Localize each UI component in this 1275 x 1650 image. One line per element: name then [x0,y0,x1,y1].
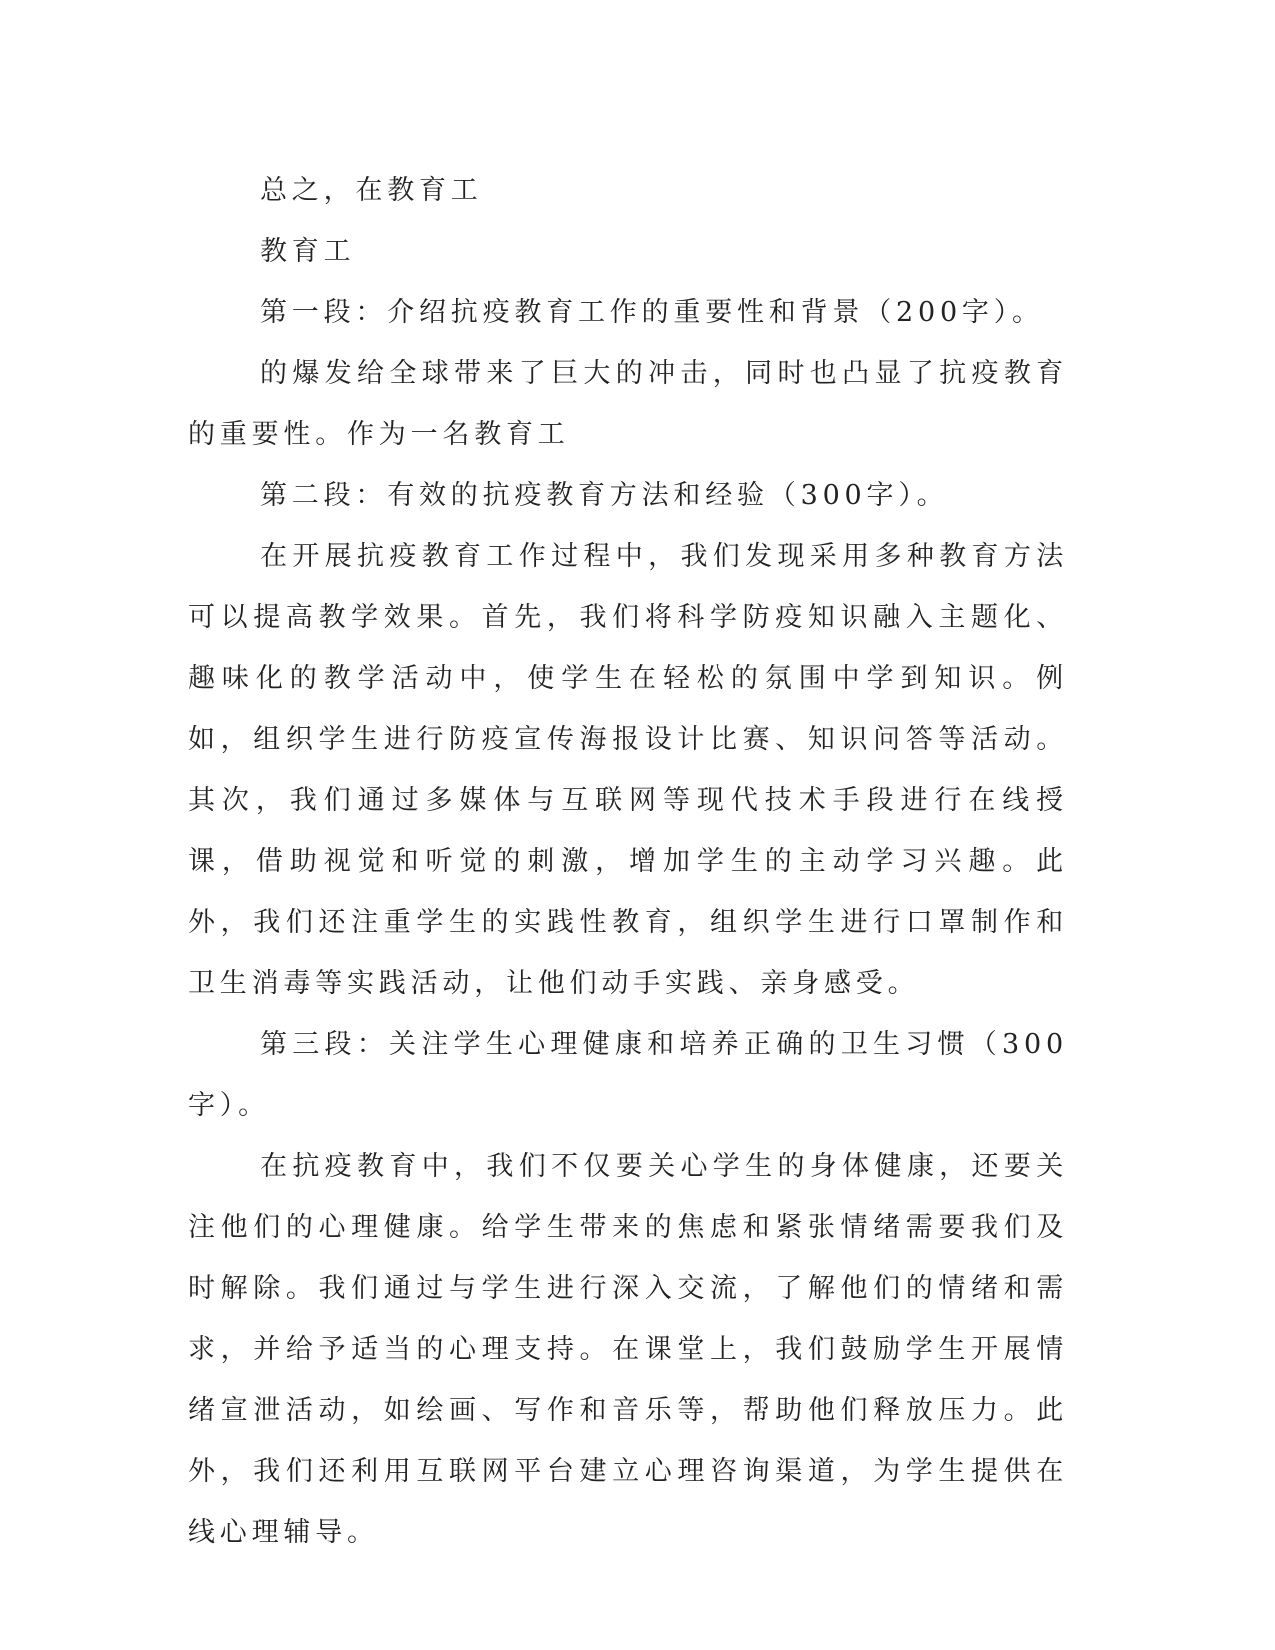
section-1-body: 的爆发给全球带来了巨大的冲击，同时也凸显了抗疫教育的重要性。作为一名教育工 [188,358,1068,450]
section-1-heading: 第一段：介绍抗疫教育工作的重要性和背景（200字）。 [260,297,1044,328]
section-2-body: 在开展抗疫教育工作过程中，我们发现采用多种教育方法可以提高教学效果。首先，我们将科学防疫知识融入主题化、趣味化的教学活动中，使学生在轻松的氛围中学到知识。例如，组织学生进行防疫宣传海报设计比赛、知识问答等活动。其次，我们通过多媒体与互联网等现代技术手段进行在线授课，借助视觉和听觉的刺激，增加学生的主动学习兴趣。此外，我们还注重学生的实践性教育，组织学生进行口罩制作和卫生消毒等实践活动，让他们动手实践、亲身感受。 [188,541,1068,999]
document-body [188,160,1068,1563]
section-3-heading: 第三段：关注学生心理健康和培养正确的卫生习惯（300字）。 [188,1029,1068,1121]
summary-fragment: 总之，在教育工 [260,175,483,206]
fragment-line: 教育工 [260,236,356,267]
section-2-heading: 第二段：有效的抗疫教育方法和经验（300字）。 [260,480,949,511]
section-3-body: 在抗疫教育中，我们不仅要关心学生的身体健康，还要关注他们的心理健康。给学生带来的焦虑和紧张情绪需要我们及时解除。我们通过与学生进行深入交流，了解他们的情绪和需求，并给予适当的心理支持。在课堂上，我们鼓励学生开展情绪宣泄活动，如绘画、写作和音乐等，帮助他们释放压力。此外，我们还利用互联网平台建立心理咨询渠道，为学生提供在线心理辅导。 [188,1151,1068,1548]
